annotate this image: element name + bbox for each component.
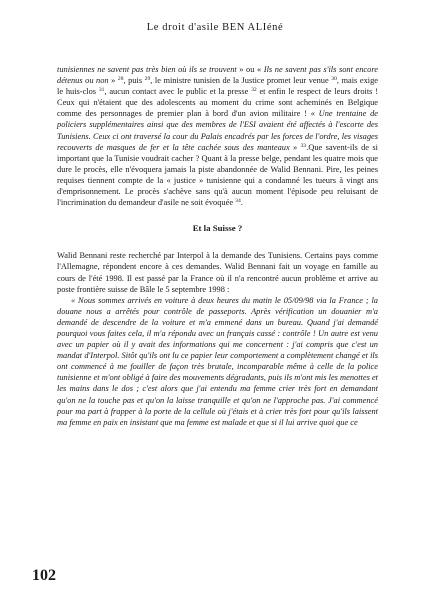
quote-text: tunisiennes ne savent pas très bien où ils se trouvent: [57, 65, 237, 74]
paragraph-1: [57, 64, 378, 208]
body-text: [57, 64, 378, 428]
text-run: , mais exige le huis-clos: [57, 76, 378, 97]
text-run: » ou «: [236, 65, 264, 74]
text-run: et enfin le respect de leurs droits ! Ceux qui n'étaient que des adolescents au moment du crime sont acheminés en Belgique comme des personnages de premier plan à bord d'un avion militaire ! «: [57, 87, 378, 119]
footnote-ref: 33: [300, 142, 307, 149]
footnote-ref: 31: [98, 87, 105, 94]
text-run: »: [108, 76, 118, 86]
quote-text: Une trentaine de policiers supplémentaires ainsi que des membres de l'ESI avaient été affectés à l'escorte des Tunisiens. Ceux ci ont traversé la cour du Palais encadrés par les forces de l'ordre, les visages recouverts de masques de fer et la tête cachée sous des manteaux: [57, 109, 378, 152]
text-run: , puis: [123, 76, 145, 86]
text-run: , aucun contact avec le public et la presse: [104, 87, 252, 97]
text-run: »: [289, 142, 301, 152]
page-number: 102: [32, 567, 56, 584]
text-run: .: [240, 198, 243, 208]
text-run: .Que savent-ils de si important que la Tunisie voudrait cacher ? Quant à la presse belge, pendant les quatre mois que dure le procès, elle n'évoquera jamais la piste abandonnée de Walid Bennani. Pire, les peines requises tiennent compte de la « justice » tunisienne qui a condamné les tueurs à vingt ans d'emprisonnement. Le procès s'achève sans qu'à aucun moment l'épisode peu reluisant de l'incrimination du demandeur d'asile ne soit évoquée: [57, 142, 378, 208]
text-run: , le ministre tunisien de la Justice promet leur venue: [150, 76, 332, 86]
footnote-ref: 32: [251, 87, 257, 94]
paragraph-2: Walid Bennani reste recherché par Interpol à la demande des Tunisiens. Certains pays comme l'Allemagne, répondent encore à ces demandes. Walid Bennani fait un voyage en famille au cours de l'été 1998. Il est passé par la France où il n'a rencontré aucun problème et arrive au poste frontière suisse de Bâle le 5 septembre 1998 :: [57, 251, 378, 294]
footnote-ref: 29: [144, 76, 151, 83]
footnote-ref: 30: [331, 76, 337, 83]
paragraph-3: [57, 295, 378, 428]
section-heading: Et la Suisse ?: [192, 223, 243, 234]
footnote-ref: 34: [235, 198, 241, 205]
quote-text: Ils ne savent pas s'ils sont encore détenus ou non: [57, 65, 378, 86]
running-head: Le droit d'asile BEN ALIéné: [146, 22, 284, 33]
footnote-ref: 28: [117, 76, 124, 83]
testimony-quote: « Nous sommes arrivés en voiture à deux heures du matin le 05/09/98 via la France ; la douane nous a arrêtés pour contrôle de passeports. Après vérification un douanier m'a demandé de descendre de la voiture et m'a emmené dans un bureau. Quand j'ai demandé pourquoi vous faites cela, il m'a répondu avec un français cassé : contrôle ! Un autre est venu avec un papier où il y avait des informations qui me concernent : j'ai compris que c'est un mandat d'Interpol. Sitôt qu'ils ont lu ce papier leur comportement a complètement changé et ils ont commencé à me fouiller de façon très brutale, incomparable même à celle de la police tunisienne et m'ont obligé à faire des mouvements dégradants, puis ils m'ont mis les menottes et les mains dans le dos ; c'est alors que j'ai entendu ma femme crier très fort en demandant qu'on ne la touche pas et qu'on la laisse tranquille et qu'on ne l'approche pas. J'ai commencé pour ma part à frapper à la porte de la cellule où j'étais et à crier très fort pour qu'ils laissent ma femme en paix en insistant que ma femme est malade et que si il lui arrive quoi que ce: [57, 295, 378, 427]
